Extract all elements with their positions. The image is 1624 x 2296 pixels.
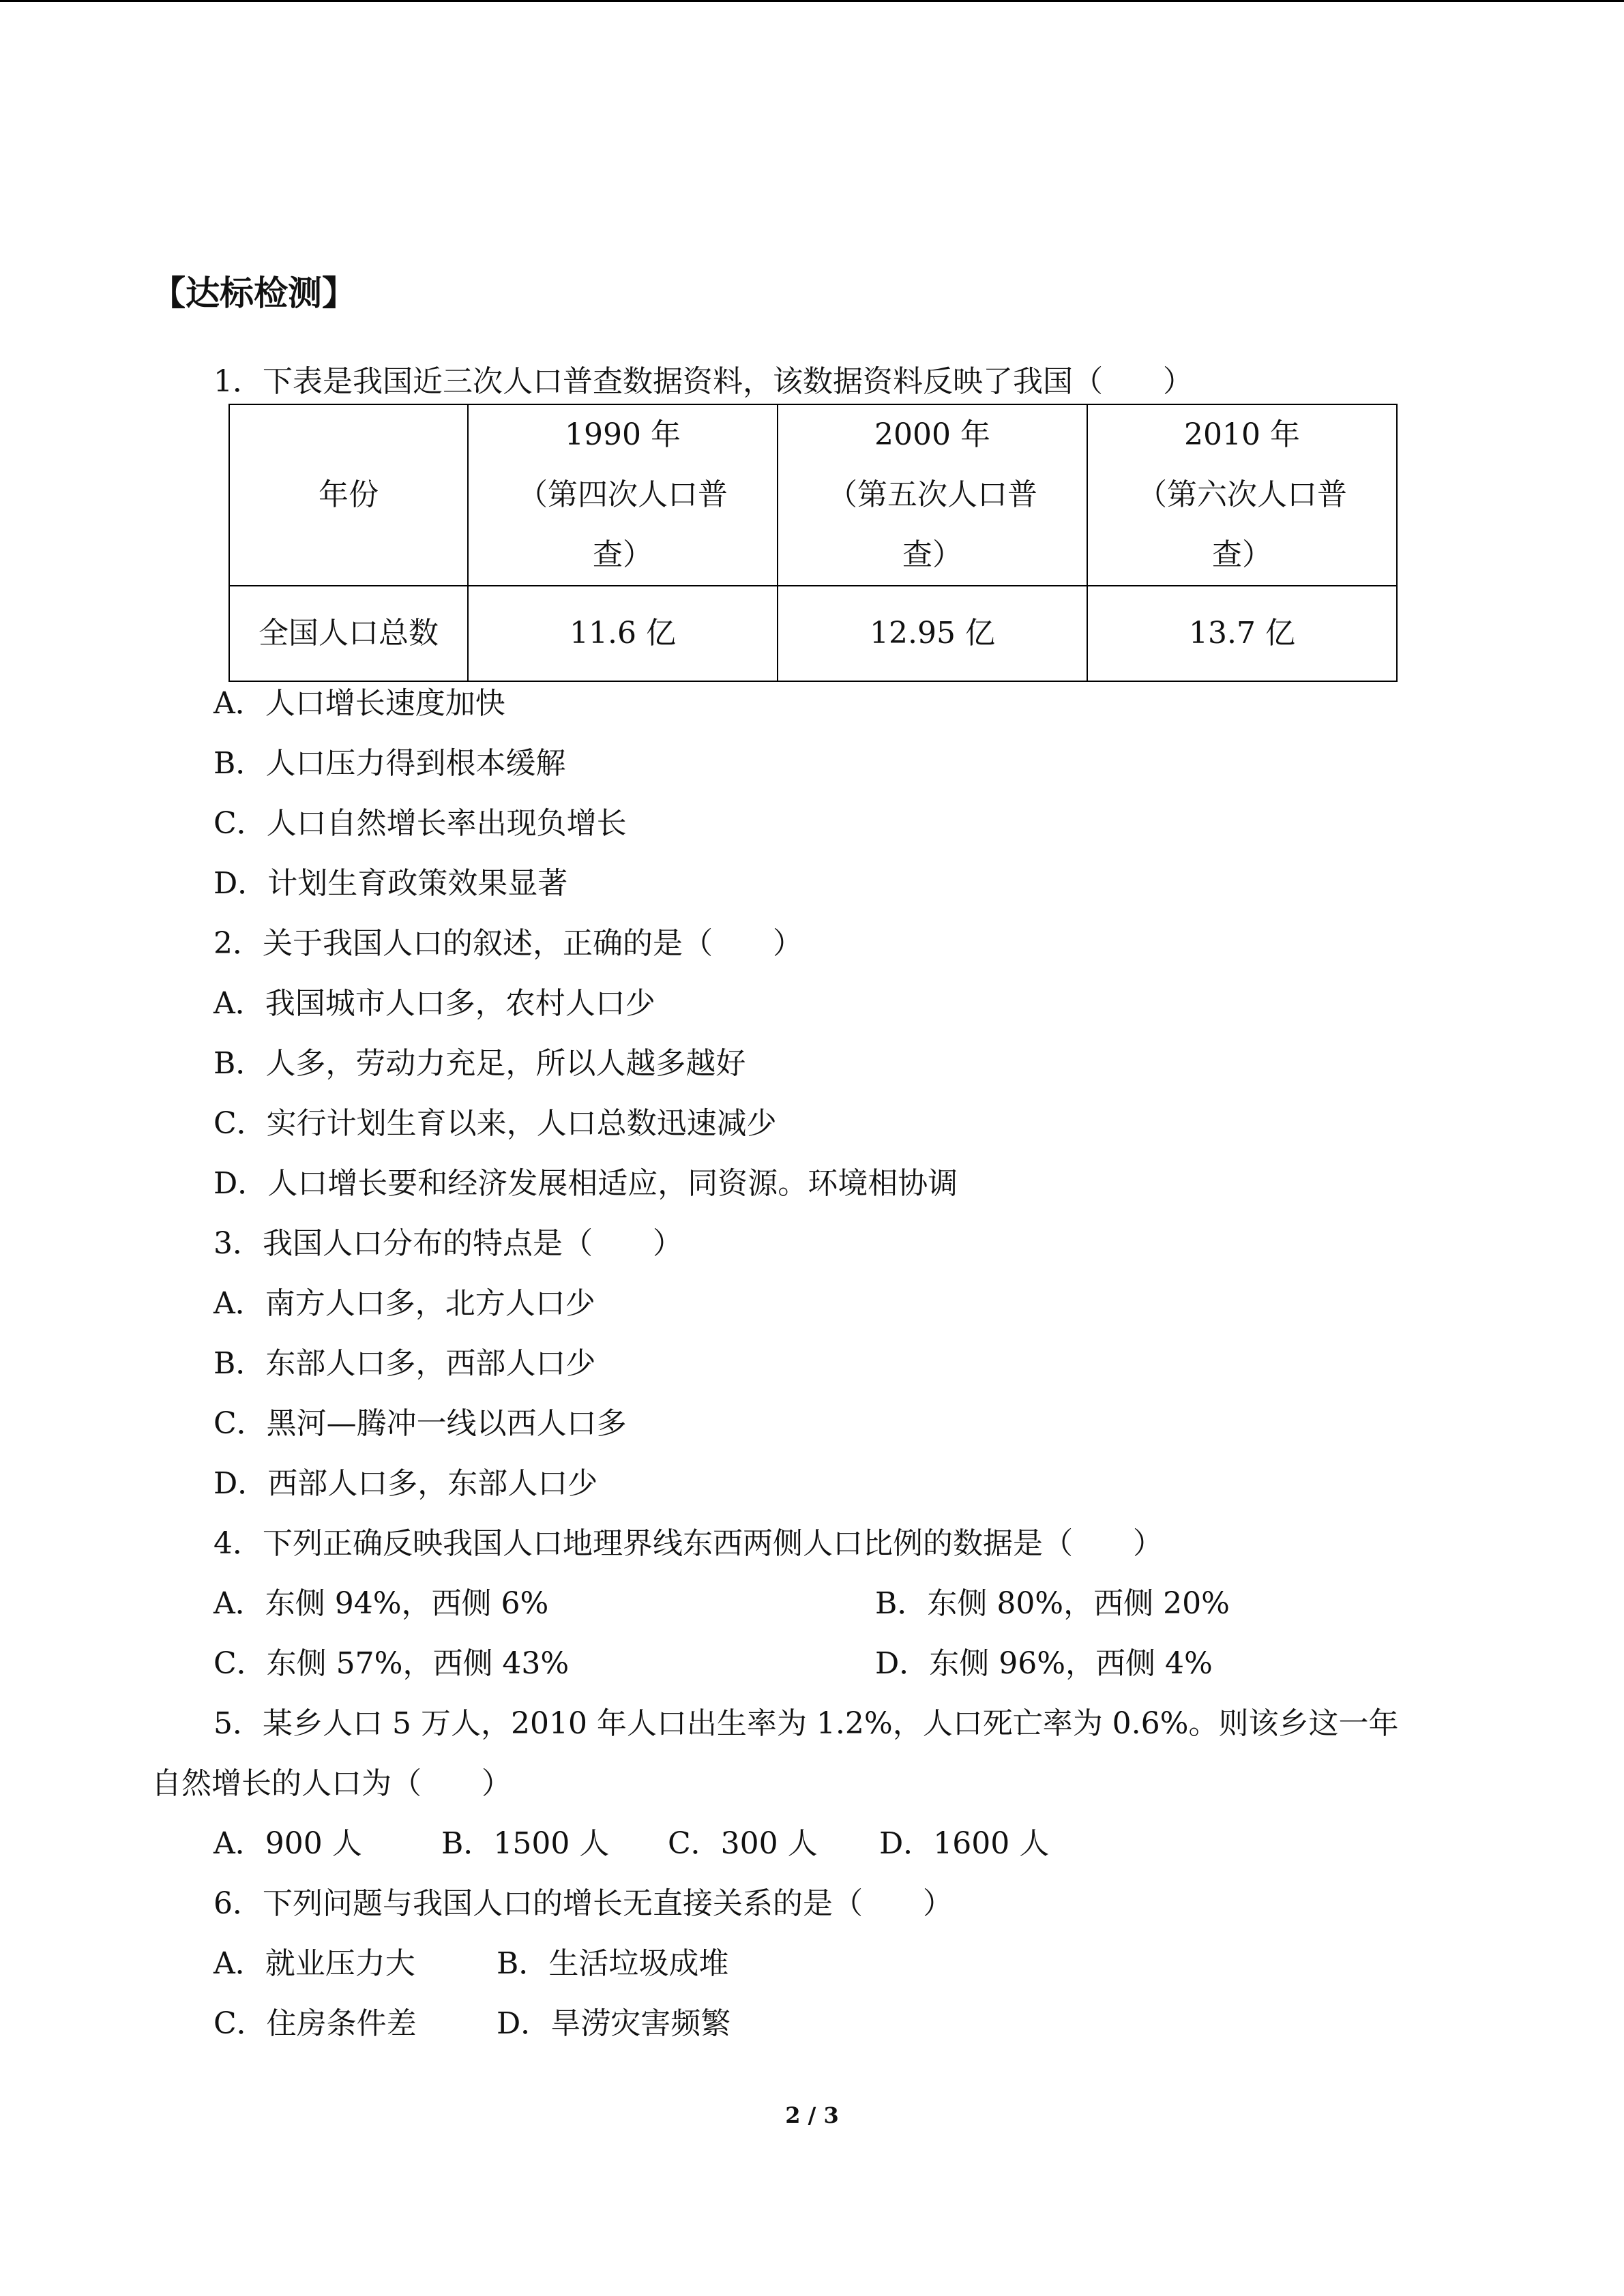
question-6-option-a: A．就业压力大 [213,1946,415,1981]
table-cell-total-2000: 12.95 亿 [778,586,1087,681]
table-cell-total-1990: 11.6 亿 [468,586,778,681]
question-3-stem: 3．我国人口分布的特点是（ ） [213,1226,683,1261]
table-cell-1990 [468,404,778,586]
question-4-option-d: D．东侧 96%，西侧 4% [875,1646,1213,1681]
question-5-option-c: C．300 人 [668,1826,818,1861]
question-5-stem-line-1: 5．某乡人口 5 万人，2010 年人口出生率为 1.2%，人口死亡率为 0.6%。则该乡这一年 [213,1706,1399,1741]
question-6-option-d: D．旱涝灾害频繁 [497,2006,731,2041]
question-5-option-a: A．900 人 [213,1826,362,1861]
question-1-option-d: D．计划生育政策效果显著 [213,866,568,901]
census-label: （第四次人口普 [518,477,728,512]
census-label-cont: 查） [593,537,653,572]
census-table-header-row [229,404,1397,586]
question-1-stem: 1．下表是我国近三次人口普查数据资料，该数据资料反映了我国（ ） [213,364,1193,399]
year-label: 2000 年 [874,417,990,452]
census-table [228,404,1398,682]
table-cell-total-2010: 13.7 亿 [1087,586,1397,681]
top-border-line [0,0,1624,2]
question-2-option-d: D．人口增长要和经济发展相适应，同资源。环境相协调 [213,1166,958,1201]
question-4-option-b: B．东侧 80%，西侧 20% [875,1586,1230,1621]
table-cell-year-label: 年份 [229,404,468,586]
census-label: （第六次人口普 [1137,477,1347,512]
census-label-cont: 查） [1212,537,1272,572]
section-title: 【达标检测】 [151,273,356,313]
year-label: 1990 年 [565,417,681,452]
year-label: 2010 年 [1184,417,1300,452]
question-3-option-b: B．东部人口多，西部人口少 [213,1346,596,1381]
question-5-option-d: D．1600 人 [879,1826,1050,1861]
census-table-data-row [229,586,1397,681]
question-6-options-row-1 [213,1943,728,1984]
question-2-option-c: C．实行计划生育以来，人口总数迅速减少 [213,1106,777,1141]
table-cell-2000 [778,404,1087,586]
census-label-cont: 查） [902,537,962,572]
question-4-option-a: A．东侧 94%，西侧 6% [213,1586,549,1621]
question-2-option-a: A．我国城市人口多，农村人口少 [213,986,655,1021]
table-cell-2010 [1087,404,1397,586]
question-6-options-row-2 [213,2003,730,2044]
question-1-option-a: A．人口增长速度加快 [213,686,505,721]
question-3-option-c: C．黑河—腾冲一线以西人口多 [213,1406,627,1441]
question-3-option-a: A．南方人口多，北方人口少 [213,1286,595,1321]
question-6-stem: 6．下列问题与我国人口的增长无直接关系的是（ ） [213,1886,953,1921]
question-4-stem: 4．下列正确反映我国人口地理界线东西两侧人口比例的数据是（ ） [213,1526,1163,1561]
question-3-option-d: D．西部人口多，东部人口少 [213,1466,598,1501]
question-4-option-c: C．东侧 57%，西侧 43% [213,1646,570,1681]
question-2-option-b: B．人多，劳动力充足，所以人越多越好 [213,1046,746,1081]
table-cell-total-label: 全国人口总数 [229,586,468,681]
question-5-stem-line-2: 自然增长的人口为（ ） [151,1766,512,1801]
question-2-stem: 2．关于我国人口的叙述，正确的是（ ） [213,926,803,961]
question-1-option-c: C．人口自然增长率出现负增长 [213,806,627,841]
question-5-option-b: B．1500 人 [441,1826,610,1861]
page-number: 2 / 3 [785,2102,839,2128]
census-label: （第五次人口普 [827,477,1037,512]
question-1-option-b: B．人口压力得到根本缓解 [213,746,566,781]
question-6-option-b: B．生活垃圾成堆 [497,1946,729,1981]
question-6-option-c: C．住房条件差 [213,2006,417,2041]
question-5-options [213,1823,1049,1864]
